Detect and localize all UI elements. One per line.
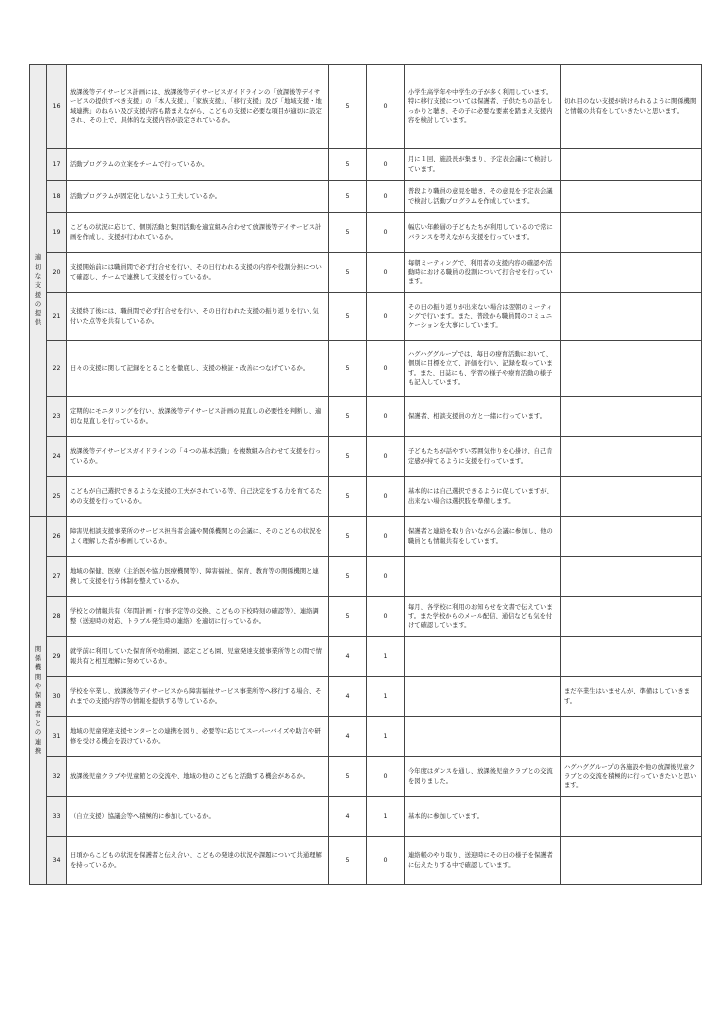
item-number: 18 [47, 181, 67, 213]
status-note: 幅広い年齢層の子どもたちが利用しているので常にバランスを考えながら支援を行っています。 [405, 213, 561, 253]
no-count: 0 [367, 213, 405, 253]
yes-count: 5 [329, 397, 367, 437]
improvement-note [561, 253, 702, 293]
self-evaluation-table [29, 64, 702, 885]
table-row [30, 797, 702, 837]
improvement-note [561, 293, 702, 341]
item-text: 学校を卒業し、放課後等デイサービスから障害福祉サービス事業所等へ移行する場合、それまでの支援内容等の情報を提供する等しているか。 [67, 677, 329, 717]
item-text: （自立支援）協議会等へ積極的に参加しているか。 [67, 797, 329, 837]
item-text: こどもの状況に応じて、個別活動と集団活動を適宜組み合わせて放課後等デイサービス計画を作成し、支援が行われているか。 [67, 213, 329, 253]
improvement-note [561, 477, 702, 517]
item-text: 活動プログラムの立案をチームで行っているか。 [67, 149, 329, 181]
item-text: 地域の保健、医療（主治医や協力医療機関等）、障害福祉、保育、教育等の関係機関と連携して支援を行う体制を整えているか。 [67, 557, 329, 597]
item-number: 34 [47, 837, 67, 885]
status-note: 毎朝ミーティングで、利用者の支援内容の確認や活動時における職員の役割について打合せを行っています。 [405, 253, 561, 293]
item-text: 支援終了後には、職員間で必ず打合せを行い、その日行われた支援の振り返りを行い､気付いた点等を共有しているか。 [67, 293, 329, 341]
item-text: 地域の児童発達支援センターとの連携を図り、必要等に応じてスーパーバイズや助言や研修を受ける機会を設けているか。 [67, 717, 329, 757]
no-count: 1 [367, 797, 405, 837]
item-number: 27 [47, 557, 67, 597]
item-text: 学校との情報共有（年間計画・行事予定等の交換、こどもの下校時刻の確認等）、連絡調整（送迎時の対応、トラブル発生時の連絡）を適切に行っているか。 [67, 597, 329, 637]
category-appropriate-support [30, 65, 47, 517]
table-row [30, 837, 702, 885]
status-note: 小学生高学年や中学生の子が多く利用しています。特に移行支援については保護者、子供たちの話をしっかりと聴き、その子に必要な要素を踏まえ支援内容を検討しています。 [405, 65, 561, 149]
table-row [30, 397, 702, 437]
status-note: 普段より職員の意見を聴き、その意見を予定表会議で検討し活動プログラムを作成しています。 [405, 181, 561, 213]
table-row [30, 293, 702, 341]
item-number: 16 [47, 65, 67, 149]
status-note: 毎月、各学校に利用のお知らせを文書で伝えています。また学校からのメール配信、通信なども気を付けて確認しています。 [405, 597, 561, 637]
item-text: 放課後等デイサービスガイドラインの「４つの基本活動」を複数組み合わせて支援を行っているか。 [67, 437, 329, 477]
item-text: 放課後児童クラブや児童館との交流や、地域の他のこどもと活動する機会があるか。 [67, 757, 329, 797]
table-row [30, 149, 702, 181]
table-row [30, 477, 702, 517]
status-note: その日の振り返りが出来ない場合は翌朝のミーティングで行います。また、普段から職員間のコミュニケーションを大事にしています。 [405, 293, 561, 341]
item-number: 22 [47, 341, 67, 397]
yes-count: 5 [329, 557, 367, 597]
yes-count: 4 [329, 637, 367, 677]
improvement-note: ハグハググループの各施設や他の放課後児童クラブとの交流を積極的に行っていきたいと思います。 [561, 757, 702, 797]
status-note: 子どもたちが話やすい雰囲気作りを心掛け、自己肯定感が持てるように支援を行っています。 [405, 437, 561, 477]
no-count: 0 [367, 181, 405, 213]
status-note [405, 717, 561, 757]
improvement-note [561, 213, 702, 253]
no-count: 1 [367, 677, 405, 717]
table-row [30, 757, 702, 797]
yes-count: 5 [329, 437, 367, 477]
no-count: 0 [367, 293, 405, 341]
no-count: 0 [367, 517, 405, 557]
status-note: 月に１回、施設長が集まり、予定表会議にて検討しています。 [405, 149, 561, 181]
yes-count: 5 [329, 477, 367, 517]
yes-count: 5 [329, 65, 367, 149]
improvement-note [561, 597, 702, 637]
yes-count: 5 [329, 293, 367, 341]
table-row [30, 637, 702, 677]
yes-count: 5 [329, 837, 367, 885]
yes-count: 5 [329, 341, 367, 397]
item-number: 21 [47, 293, 67, 341]
no-count: 0 [367, 477, 405, 517]
item-number: 29 [47, 637, 67, 677]
yes-count: 5 [329, 213, 367, 253]
no-count: 0 [367, 253, 405, 293]
item-text: 支援開始前には職員間で必ず打合せを行い、その日行われる支援の内容や役割分担について確認し、チームで連携して支援を行っているか。 [67, 253, 329, 293]
yes-count: 4 [329, 797, 367, 837]
category-label: 適切な支援の提供 [34, 254, 42, 327]
item-number: 28 [47, 597, 67, 637]
status-note: 基本的には自己選択できるように促していますが、出来ない場合は選択肢を準備します。 [405, 477, 561, 517]
yes-count: 4 [329, 677, 367, 717]
item-text: 就学前に利用していた保育所や幼稚園、認定こども園、児童発達支援事業所等との間で情報共有と相互理解に努めているか。 [67, 637, 329, 677]
item-number: 23 [47, 397, 67, 437]
yes-count: 5 [329, 597, 367, 637]
no-count: 0 [367, 437, 405, 477]
improvement-note [561, 517, 702, 557]
item-text: 放課後等デイサービス計画には、放課後等デイサービスガイドラインの「放課後等デイサービスの提供すべき支援」の「本人支援」、「家族支援」、「移行支援」及び「地域支援・地域連携」のねらい及び支援内容も踏まえながら、こどもの支援に必要な項目が適切に設定され、その上で、具体的な支援内容が設定されているか。 [67, 65, 329, 149]
no-count: 0 [367, 557, 405, 597]
no-count: 0 [367, 757, 405, 797]
item-number: 19 [47, 213, 67, 253]
no-count: 1 [367, 637, 405, 677]
status-note: ハグハググループでは、毎日の療育活動において、個別に目標を立て、評価を行い、記録を取っています。また、日誌にも、学習の様子や療育活動の様子も記入しています。 [405, 341, 561, 397]
category-label: 関係機関や保護者との連携 [34, 645, 42, 756]
improvement-note: まだ卒業生はいませんが、準備はしていきます。 [561, 677, 702, 717]
table-row [30, 253, 702, 293]
table-row [30, 65, 702, 149]
no-count: 0 [367, 597, 405, 637]
status-note: 今年度はダンスを通し、放課後児童クラブとの交流を図りました。 [405, 757, 561, 797]
improvement-note [561, 181, 702, 213]
no-count: 0 [367, 149, 405, 181]
yes-count: 5 [329, 757, 367, 797]
status-note: 連絡帳のやり取り、送迎時にその日の様子を保護者に伝えたりする中で確認しています。 [405, 837, 561, 885]
item-text: 定期的にモニタリングを行い、放課後等デイサービス計画の見直しの必要性を判断し、適切な見直しを行っているか。 [67, 397, 329, 437]
item-text: 日々の支援に関して記録をとることを徹底し、支援の検証・改善につなげているか。 [67, 341, 329, 397]
yes-count: 5 [329, 149, 367, 181]
table-row [30, 597, 702, 637]
status-note: 基本的に参加しています。 [405, 797, 561, 837]
item-number: 25 [47, 477, 67, 517]
improvement-note [561, 341, 702, 397]
item-text: 活動プログラムが固定化しないよう工夫しているか。 [67, 181, 329, 213]
item-number: 33 [47, 797, 67, 837]
table-row [30, 517, 702, 557]
item-text: こどもが自己選択できるような支援の工夫がされている等、自己決定をする力を育てるための支援を行っているか。 [67, 477, 329, 517]
no-count: 0 [367, 837, 405, 885]
improvement-note [561, 149, 702, 181]
item-text: 障害児相談支援事業所のサービス担当者会議や関係機関との会議に、そのこどもの状況をよく理解した者が参画しているか。 [67, 517, 329, 557]
status-note: 保護者、相談支援員の方と一緒に行っています。 [405, 397, 561, 437]
improvement-note: 切れ目のない支援が続けられるように関係機関と情報の共有をしていきたいと思います。 [561, 65, 702, 149]
improvement-note [561, 797, 702, 837]
improvement-note [561, 637, 702, 677]
item-number: 31 [47, 717, 67, 757]
item-number: 20 [47, 253, 67, 293]
table-row [30, 717, 702, 757]
status-note [405, 677, 561, 717]
improvement-note [561, 397, 702, 437]
category-coordination [30, 517, 47, 885]
item-number: 30 [47, 677, 67, 717]
improvement-note [561, 437, 702, 477]
table-row [30, 557, 702, 597]
improvement-note [561, 717, 702, 757]
table-row [30, 437, 702, 477]
no-count: 0 [367, 65, 405, 149]
no-count: 0 [367, 397, 405, 437]
no-count: 0 [367, 341, 405, 397]
no-count: 1 [367, 717, 405, 757]
status-note [405, 557, 561, 597]
yes-count: 4 [329, 717, 367, 757]
table-row [30, 677, 702, 717]
status-note: 保護者と連絡を取り合いながら会議に参加し、他の職員とも情報共有をしています。 [405, 517, 561, 557]
yes-count: 5 [329, 253, 367, 293]
item-number: 26 [47, 517, 67, 557]
item-text: 日頃からこどもの状況を保護者と伝え合い、こどもの発達の状況や課題について共通理解を持っているか。 [67, 837, 329, 885]
status-note [405, 637, 561, 677]
item-number: 24 [47, 437, 67, 477]
yes-count: 5 [329, 181, 367, 213]
improvement-note [561, 837, 702, 885]
item-number: 17 [47, 149, 67, 181]
yes-count: 5 [329, 517, 367, 557]
table-row [30, 181, 702, 213]
table-row [30, 341, 702, 397]
table-row [30, 213, 702, 253]
improvement-note [561, 557, 702, 597]
item-number: 32 [47, 757, 67, 797]
